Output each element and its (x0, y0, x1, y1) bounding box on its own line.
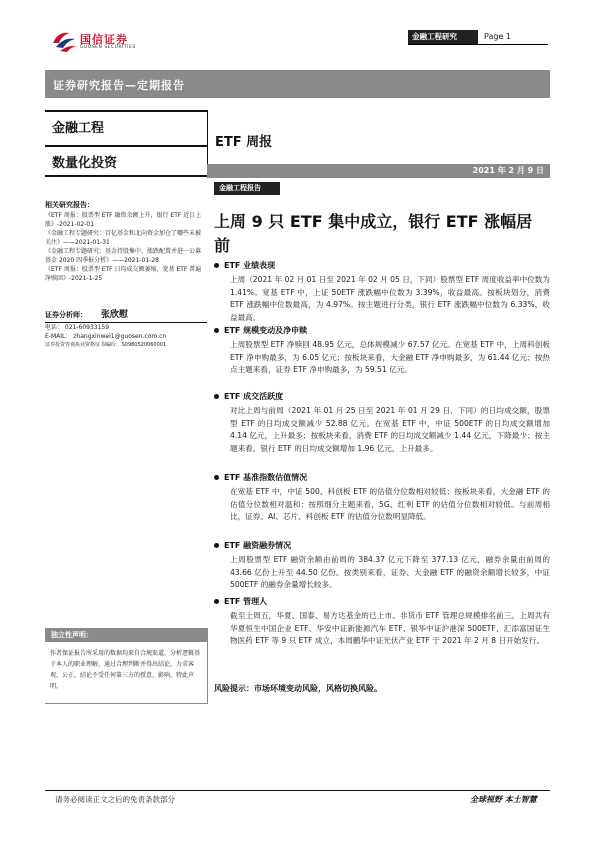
report-tag: 金融工程报告 (214, 182, 280, 195)
risk-note: 风险提示：市场环境变动风险，风格切换风险。 (214, 684, 382, 693)
section-body: 上周股票型 ETF 净赎回 48.95 亿元，总体规模减少 67.57 亿元。在宽基 ETF 中，上周科创板 ETF 净申购最多，为 6.05 亿元；按板块来看，大金融 ETF 净申购最多，为 61.44 亿元；按热点主题来看，证券 ETF 净申购最多，为 59.51 亿元。 (230, 340, 550, 374)
bullet-icon (214, 394, 219, 399)
footer-slogan: 全球视野 本土智慧 (470, 795, 537, 804)
section-manager (214, 596, 550, 648)
section-body: 对比上周与前周（2021 年 01 月 25 日至 2021 年 01 月 29 日，下同）的日均成交额，股票型 ETF 的日均成交额减少 52.88 亿元。在宽基 ETF 中，中证 500ETF 的日均成交额增加 4.14 亿元，上升最多；按板块来看，消费 ETF 的日均成交额减少 1.44 亿元，下降最少；按主题来看，银行 ETF 的日均成交额增加 1.96 亿元，上升最多。 (230, 406, 550, 453)
brand-name: 国信证券 (80, 33, 128, 46)
analyst-email[interactable]: E-MAIL： zhangxinwei1@guosen.com.cn (45, 332, 167, 340)
section-head: ETF 管理人 (214, 596, 550, 607)
report-date: 2021 年 2 月 9 日 (472, 166, 544, 175)
related-item[interactable]: 《ETF 周报：股票型 ETF 日均成交额萎缩，宽基 ETF 普遍净赎回》-2021-1-25 (45, 266, 202, 282)
related-item[interactable]: 《ETF 周报：股票型 ETF 融资余额上升，银行 ETF 近日上涨》-2021-02-01 (45, 212, 202, 228)
section-scale (214, 325, 550, 377)
analyst-name: 张欣慰 (101, 310, 129, 320)
bullet-icon (214, 599, 219, 604)
section-perf (214, 260, 550, 324)
independence-body: 作者保证报告所采用的数据均来自合规渠道，分析逻辑基于本人的职业理解，通过合理判断并得出结论，力求客观、公正，结论不受任何第三方的授意、影响，特此声明。 (50, 650, 201, 690)
analyst-label: 证券分析师： (45, 311, 87, 319)
guosen-logo-icon (50, 29, 78, 53)
section-head: ETF 业绩表现 (214, 260, 550, 271)
independence-divider (207, 628, 208, 704)
category-box-2 (45, 145, 207, 177)
category-financial-engineering: 金融工程 (52, 121, 105, 136)
section-body: 在宽基 ETF 中，中证 500、科创板 ETF 的估值分位数相对较低；按板块来看，大金融 ETF 的估值分位数相对温和；按照细分主题来看，5G、红利 ETF 的估值分位数相对较低。与前周相比，证券、AI、芯片、科创板 ETF 的估值分位数明显降低。 (230, 487, 550, 521)
related-item[interactable]: 《金融工程专题研究：百亿基金和北向资金加仓了哪些未被关注》——2021-01-31 (45, 230, 202, 246)
section-valuation (214, 472, 550, 524)
header-title: 证券研究报告—定期报告 (53, 79, 185, 92)
section-head: ETF 成交活跃度 (214, 391, 550, 402)
date-bar (207, 164, 550, 178)
analyst-row (45, 307, 207, 320)
footer-line (45, 790, 550, 791)
header-bar (45, 70, 550, 98)
category-quant-investing: 数量化投资 (52, 156, 118, 171)
bullet-icon (214, 475, 219, 480)
page-number: Page 1 (484, 32, 511, 41)
section-active (214, 391, 550, 455)
brand-sub: GUOSEN SECURITIES (80, 45, 136, 50)
top-tag (408, 30, 548, 45)
analyst-cert: 证券投资咨询执业资格证书编码： S0980520060001 (45, 342, 167, 348)
bullet-icon (214, 328, 219, 333)
independence-bottom-line (45, 703, 207, 704)
section-head: ETF 融资融券情况 (214, 540, 550, 551)
footer-disclaimer[interactable]: 请务必阅读正文之后的免责条款部分 (55, 795, 175, 804)
section-head: ETF 基准指数估值情况 (214, 472, 550, 483)
category-box-1 (45, 110, 207, 140)
related-head: 相关研究报告： (45, 201, 94, 209)
bullet-icon (214, 543, 219, 548)
analyst-phone: 电话： 021-60933159 (45, 322, 207, 333)
section-margin (214, 540, 550, 592)
related-list (45, 211, 205, 283)
section-body: 截至上周五，华夏、国泰、易方达基金的已上市、非货币 ETF 管理总规模排名前三。上周共有华夏恒生中国企业 ETF、华安中证新能源汽车 ETF、银华中证沪港深 500ETF、汇添富国证生物医药 ETF 等 9 只 ETF 成立，本周鹏华中证光伏产业 ETF 于 2021 年 2 月 8 日开始发行。 (230, 611, 550, 645)
section-body: 上周股票型 ETF 融资余额由前周的 384.37 亿元下降至 377.13 亿元，融券余量由前周的 43.66 亿份上升至 44.50 亿份。按类别来看，证券、大金融 ETF 的融资余额增长较多，中证 500ETF 的融券余量增长较多。 (230, 555, 550, 589)
bullet-icon (214, 263, 219, 268)
section-body: 上周（2021 年 02 月 01 日至 2021 年 02 月 05 日，下同）股票型 ETF 周度收益率中位数为 1.41%。宽基 ETF 中，上证 50ETF 涨跌幅中位数为 3.39%，收益最高。按板块划分，消费 ETF 涨跌幅中位数最高，为 4.97%。按主题进行分类，银行 ETF 涨跌幅中位数为 6.33%，收益最高。 (230, 275, 550, 322)
section-head: ETF 规模变动及净申赎 (214, 325, 550, 336)
analyst-block (45, 307, 207, 350)
report-type: ETF 周报 (215, 135, 273, 150)
independence-head: 独立性声明： (51, 631, 93, 639)
related-item[interactable]: 《金融工程专题研究：基金持股集中、涨跌配置并进一公募基金 2020 四季报分析》——2021-01-28 (45, 248, 202, 264)
main-title: 上周 9 只 ETF 集中成立，银行 ETF 涨幅居前 (214, 212, 533, 255)
top-tag-label: 金融工程研究 (408, 30, 478, 44)
independence-bar (45, 628, 207, 642)
